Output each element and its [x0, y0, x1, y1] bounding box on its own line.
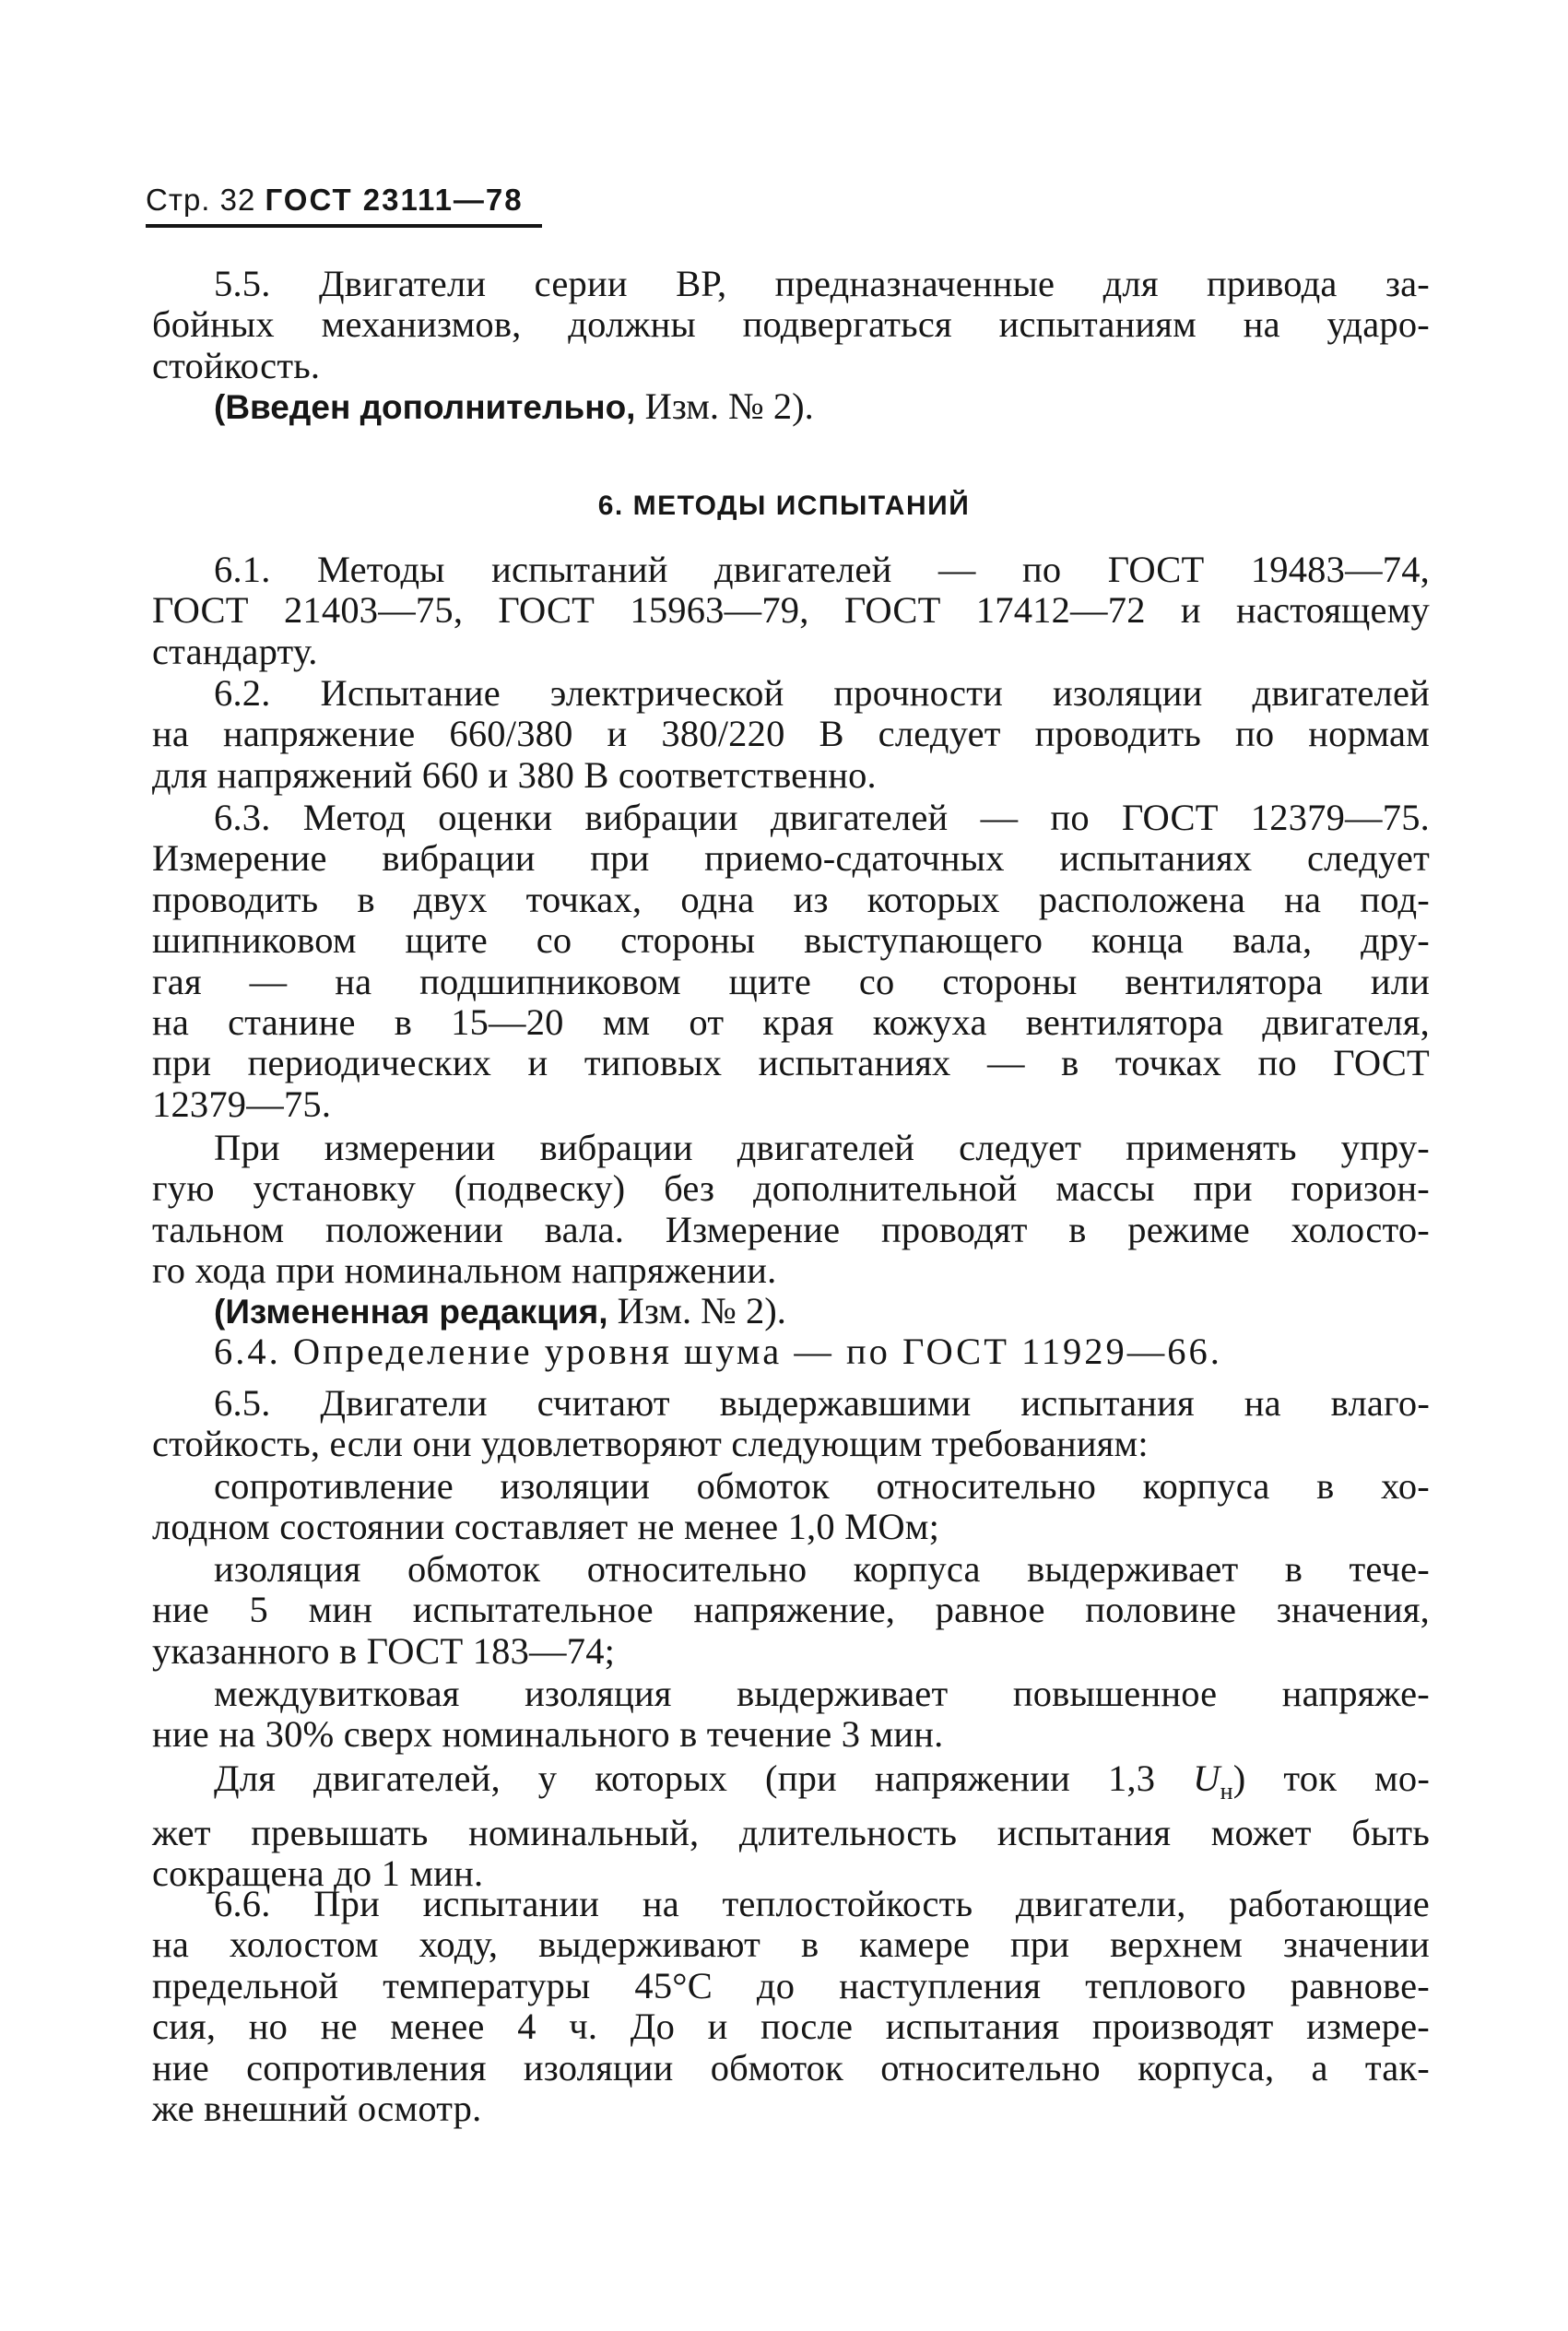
paragraph-6-6: [152, 1884, 1430, 2129]
text-line: 5.5. Двигатели серии ВР, предназначенные для привода за-: [214, 263, 1430, 304]
text-line: го хода при номинальном напряжении.: [152, 1249, 777, 1292]
text-line: сопротивление изоляции обмоток относительно корпуса в хо-: [214, 1465, 1430, 1507]
text-line: 6.3. Метод оценки вибрации двигателей — по ГОСТ 12379—75.: [214, 797, 1430, 838]
text-line: стандарту.: [152, 630, 318, 672]
paragraph-6-5-c: [152, 1674, 1430, 1756]
text-line: на напряжение 660/380 и 380/220 В следует проводить по нормам: [152, 713, 1430, 755]
paragraph-6-2: [152, 673, 1430, 796]
text-line: предельной температуры 45°С до наступления теплового равнове-: [152, 1964, 1430, 2006]
amendment-ref: Изм. № 2).: [644, 385, 814, 427]
text-line: 6.1. Методы испытаний двигателей — по ГОСТ 19483—74,: [214, 549, 1430, 590]
paragraph-6-5: [152, 1383, 1430, 1465]
text-line: При измерении вибрации двигателей следует применять упру-: [214, 1127, 1430, 1168]
text-fragment: Для двигателей, у которых (при напряжении 1,3: [214, 1757, 1156, 1799]
header-rule: [146, 224, 542, 228]
text-line: сия, но не менее 4 ч. До и после испытания производят измере-: [152, 2006, 1430, 2048]
text-line: для напряжений 660 и 380 В соответственно.: [152, 753, 877, 796]
text-line: же внешний осмотр.: [152, 2088, 482, 2130]
text-line: ние на 30% сверх номинального в течение 3 мин.: [152, 1713, 944, 1756]
text-line: сокращена до 1 мин.: [152, 1852, 484, 1894]
text-line: лодном состоянии составляет не менее 1,0 МОм;: [152, 1506, 940, 1548]
text-line: стойкость, если они удовлетворяют следующим требованиям:: [152, 1423, 1149, 1465]
text-line: при периодических и типовых испытаниях — в точках по ГОСТ: [152, 1042, 1430, 1084]
text-line: 6.5. Двигатели считают выдержавшими испытания на влаго-: [214, 1382, 1430, 1424]
paragraph-6-4: [152, 1331, 1430, 1372]
text-line: стойкость.: [152, 344, 321, 386]
text-line: гая — на подшипниковом щите со стороны вентилятора или: [152, 960, 1430, 1002]
paragraph-6-3: [152, 798, 1430, 1125]
text-line: междувитковая изоляция выдерживает повышенное напряже-: [214, 1673, 1430, 1714]
amendment-note-6-3: [214, 1291, 786, 1332]
text-line: [152, 1758, 1430, 1813]
text-line: шипниковом щите со стороны выступающего конца вала, дру-: [152, 919, 1430, 962]
amendment-ref: Изм. № 2).: [617, 1290, 786, 1331]
text-line: гую установку (подвеску) без дополнительной массы при горизон-: [152, 1167, 1430, 1210]
amendment-note-5-5: [214, 386, 814, 428]
voltage-subscript: н: [1220, 1778, 1233, 1805]
section-title: 6. МЕТОДЫ ИСПЫТАНИЙ: [597, 491, 971, 521]
voltage-symbol: U: [1193, 1757, 1220, 1799]
text-line: бойных механизмов, должны подвергаться испытаниям на ударо-: [152, 303, 1430, 346]
paragraph-6-3-vibration: [152, 1128, 1430, 1292]
standard-number: ГОСТ 23111—78: [265, 183, 524, 217]
paragraph-6-5-b: [152, 1549, 1430, 1672]
text-line: 6.4. Определение уровня шума — по ГОСТ 11929—66.: [214, 1331, 1222, 1372]
page-header: [146, 183, 524, 218]
text-line: тальном положении вала. Измерение проводят в режиме холосто-: [152, 1208, 1430, 1250]
text-line: Измерение вибрации при приемо-сдаточных испытаниях следует: [152, 837, 1430, 880]
text-line: ГОСТ 21403—75, ГОСТ 15963—79, ГОСТ 17412—72 и настоящему: [152, 589, 1430, 632]
paragraph-5-5: [152, 264, 1430, 386]
text-fragment: ) ток мо-: [1232, 1757, 1431, 1799]
text-line: проводить в двух точках, одна из которых расположена на под-: [152, 878, 1430, 920]
text-line: 6.2. Испытание электрической прочности изоляции двигателей: [214, 672, 1430, 714]
text-line: ние сопротивления изоляции обмоток относительно корпуса, а так-: [152, 2046, 1430, 2088]
text-line: ние 5 мин испытательное напряжение, равное половине значения,: [152, 1589, 1430, 1631]
paragraph-6-5-a: [152, 1466, 1430, 1548]
page-number: Стр. 32: [146, 183, 256, 217]
text-line: 12379—75.: [152, 1083, 332, 1125]
text-line: изоляция обмоток относительно корпуса выдерживает в тече-: [214, 1548, 1430, 1590]
amendment-label: (Измененная редакция,: [214, 1293, 608, 1331]
text-line: на холостом ходу, выдерживают в камере при верхнем значении: [152, 1923, 1430, 1966]
text-line: на станине в 15—20 мм от края кожуха вентилятора двигателя,: [152, 1001, 1430, 1044]
paragraph-6-5-d: [152, 1758, 1430, 1894]
text-line: 6.6. При испытании на теплостойкость двигатели, работающие: [214, 1883, 1430, 1924]
text-line: жет превышать номинальный, длительность испытания может быть: [152, 1811, 1430, 1853]
amendment-label: (Введен дополнительно,: [214, 388, 636, 426]
paragraph-6-1: [152, 550, 1430, 672]
text-line: указанного в ГОСТ 183—74;: [152, 1629, 616, 1672]
